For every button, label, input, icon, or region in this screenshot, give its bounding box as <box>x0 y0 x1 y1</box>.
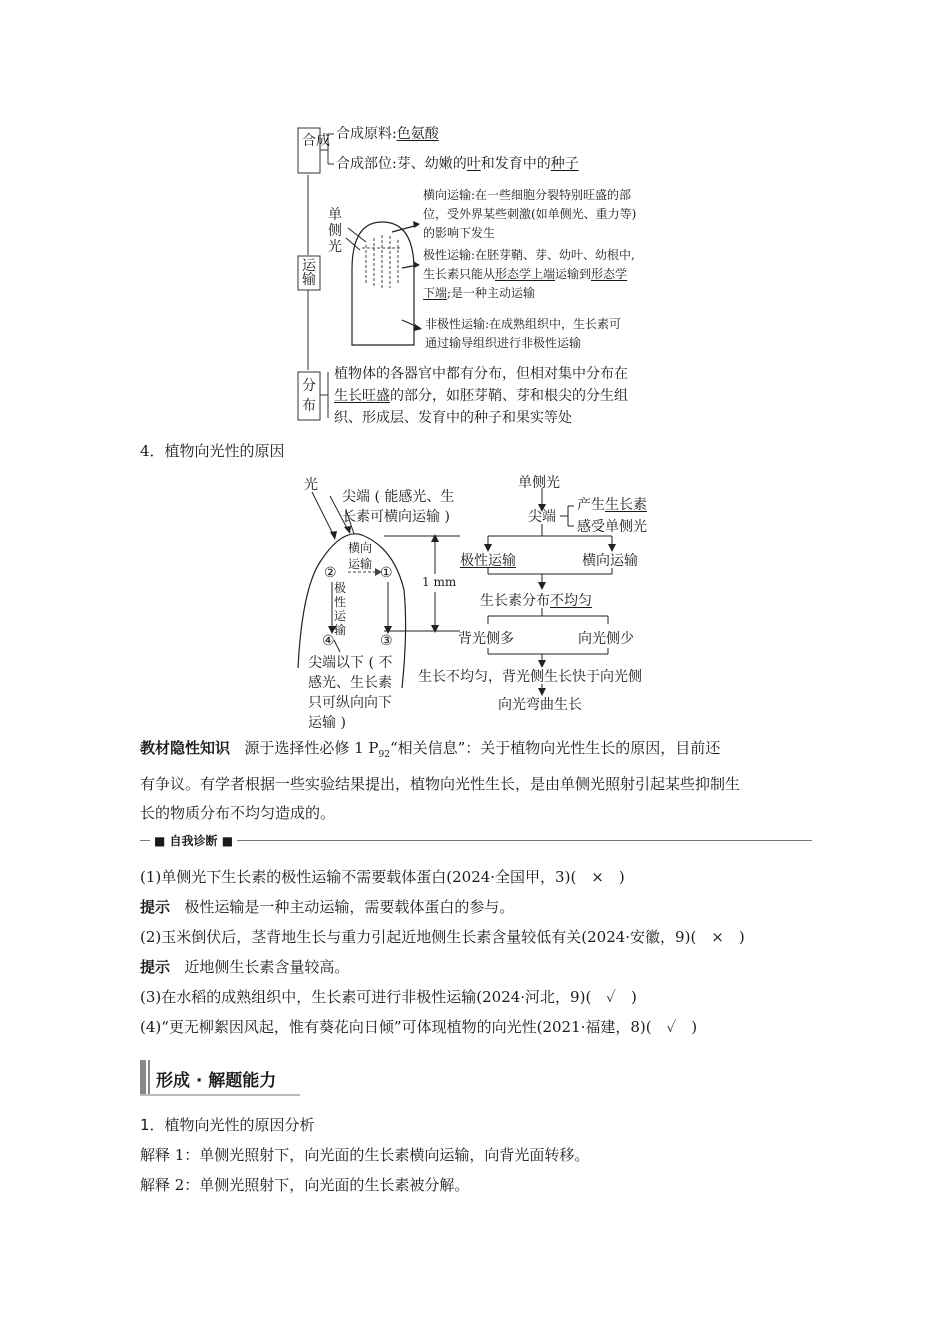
synthesis-box-label: 合成 <box>302 133 330 149</box>
region-3-marker: ③ <box>380 633 393 649</box>
lateral-line-3: 的影响下发生 <box>423 226 496 240</box>
side-light-char-1: 单 <box>328 207 342 223</box>
self-diagnosis-label: ■ 自我诊断 ■ <box>150 832 237 849</box>
banner-bar <box>140 1060 146 1096</box>
hint-1: 提示 极性运输是一种主动运输，需要载体蛋白的参与。 <box>140 898 515 916</box>
auxin-summary-figure <box>290 120 690 430</box>
polar-char-1: 极 <box>334 581 347 595</box>
side-light-char-3: 光 <box>328 239 342 255</box>
below-tip-line-3: 只可纵向向下 <box>308 695 392 711</box>
below-tip-line-4: 运输 ) <box>308 715 346 731</box>
section-banner <box>140 1060 300 1096</box>
synthesis-material: 合成原料:色氨酸 <box>336 126 439 142</box>
polar-char-2: 性 <box>334 595 347 609</box>
light-label: 光 <box>304 477 318 493</box>
nonpolar-line-1: 非极性运输:在成熟组织中，生长素可 <box>425 317 622 331</box>
region-2-marker: ② <box>324 565 337 581</box>
phototropism-figure <box>290 470 670 730</box>
banner-title: 形成 · 解题能力 <box>156 1071 277 1091</box>
transport-box-label: 运输 <box>302 258 316 288</box>
lateral-transport-1: 横向 <box>348 541 373 555</box>
question-2: (2)玉米倒伏后，茎背地生长与重力引起近地侧生长素含量较低有关(2024·安徽，9)( × ) <box>140 928 745 946</box>
question-1: (1)单侧光下生长素的极性运输不需要载体蛋白(2024·全国甲，3)( × ) <box>140 868 625 886</box>
flow-lightside: 向光侧少 <box>578 631 634 647</box>
distribution-box-label: 分布 <box>302 378 316 414</box>
flow-sense-light: 感受单侧光 <box>577 519 647 535</box>
distribution-line-3: 织、形成层、发育中的种子和果实等处 <box>334 410 572 426</box>
flow-tip: 尖端 <box>528 509 556 525</box>
lateral-transport-2: 运输 <box>348 557 373 571</box>
polar-line-1: 极性运输:在胚芽鞘、芽、幼叶、幼根中, <box>423 248 635 262</box>
flow-lateral: 横向运输 <box>582 553 638 569</box>
polar-line-2: 生长素只能从形态学上端运输到形态学 <box>423 267 628 281</box>
hidden-knowledge-line-3: 长的物质分布不均匀造成的。 <box>140 804 336 822</box>
explanation-2: 解释 2：单侧光照射下，向光面的生长素被分解。 <box>140 1176 470 1194</box>
flow-bending: 向光弯曲生长 <box>498 697 582 713</box>
flow-uneven-growth: 生长不均匀，背光侧生长快于向光侧 <box>418 669 642 685</box>
lateral-line-2: 位，受外界某些刺激(如单侧光、重力等) <box>423 207 637 221</box>
synthesis-site: 合成部位:芽、幼嫩的叶和发育中的种子 <box>336 156 579 172</box>
banner-underline <box>140 1094 300 1096</box>
scale-label: 1 mm <box>422 575 457 589</box>
flow-side-light: 单侧光 <box>518 475 560 491</box>
region-4-marker: ④ <box>322 633 335 649</box>
question-4: (4)“更无柳絮因风起，惟有葵花向日倾”可体现植物的向光性(2021·福建，8)( ✓ ) <box>140 1018 698 1036</box>
explanation-1: 解释 1：单侧光照射下，向光面的生长素横向运输，向背光面转移。 <box>140 1146 590 1164</box>
polar-line-3: 下端;是一种主动运输 <box>423 286 536 300</box>
divider-rule <box>140 840 812 841</box>
self-diagnosis-divider <box>140 832 812 848</box>
hidden-knowledge-label: 教材隐性知识 <box>140 739 231 757</box>
hidden-knowledge-paragraph <box>140 734 812 828</box>
hidden-knowledge-line-2: 有争议。有学者根据一些实验结果提出，植物向光性生长，是由单侧光照射引起某些抑制生 <box>140 775 741 793</box>
flow-uneven: 生长素分布不均匀 <box>480 593 592 609</box>
tip-label-line-2: 长素可横向运输 ) <box>342 509 450 525</box>
polar-char-4: 输 <box>334 623 347 637</box>
flow-backside: 背光侧多 <box>458 631 514 647</box>
flow-produce-auxin: 产生生长素 <box>577 497 647 513</box>
flow-polar: 极性运输 <box>460 553 516 569</box>
below-tip-line-1: 尖端以下 ( 不 <box>308 655 393 671</box>
banner-bar-thin <box>148 1060 150 1096</box>
hidden-knowledge-line-1: 教材隐性知识 源于选择性必修 1 $P_{92}“$相关信息”：关于植物向光性生长的原因，目前还 <box>140 739 721 760</box>
nonpolar-line-2: 通过输导组织进行非极性运输 <box>425 336 582 350</box>
region-1-marker: ① <box>380 565 393 581</box>
below-tip-line-2: 感光、生长素 <box>308 675 392 691</box>
polar-char-3: 运 <box>334 609 347 623</box>
section-1-title: 1．植物向光性的原因分析 <box>140 1116 315 1134</box>
question-3: (3)在水稻的成熟组织中，生长素可进行非极性运输(2024·河北，9)( ✓ ) <box>140 988 637 1006</box>
distribution-line-1: 植物体的各器官中都有分布，但相对集中分布在 <box>334 366 628 382</box>
distribution-line-2: 生长旺盛的部分，如胚芽鞘、芽和根尖的分生组 <box>334 388 628 404</box>
side-light-char-2: 侧 <box>328 223 342 239</box>
section-heading-4: 4．植物向光性的原因 <box>140 442 285 460</box>
tip-label-line-1: 尖端 ( 能感光、生 <box>342 489 455 505</box>
hint-2: 提示 近地侧生长素含量较高。 <box>140 958 350 976</box>
lateral-line-1: 横向运输:在一些细胞分裂特别旺盛的部 <box>423 188 632 202</box>
